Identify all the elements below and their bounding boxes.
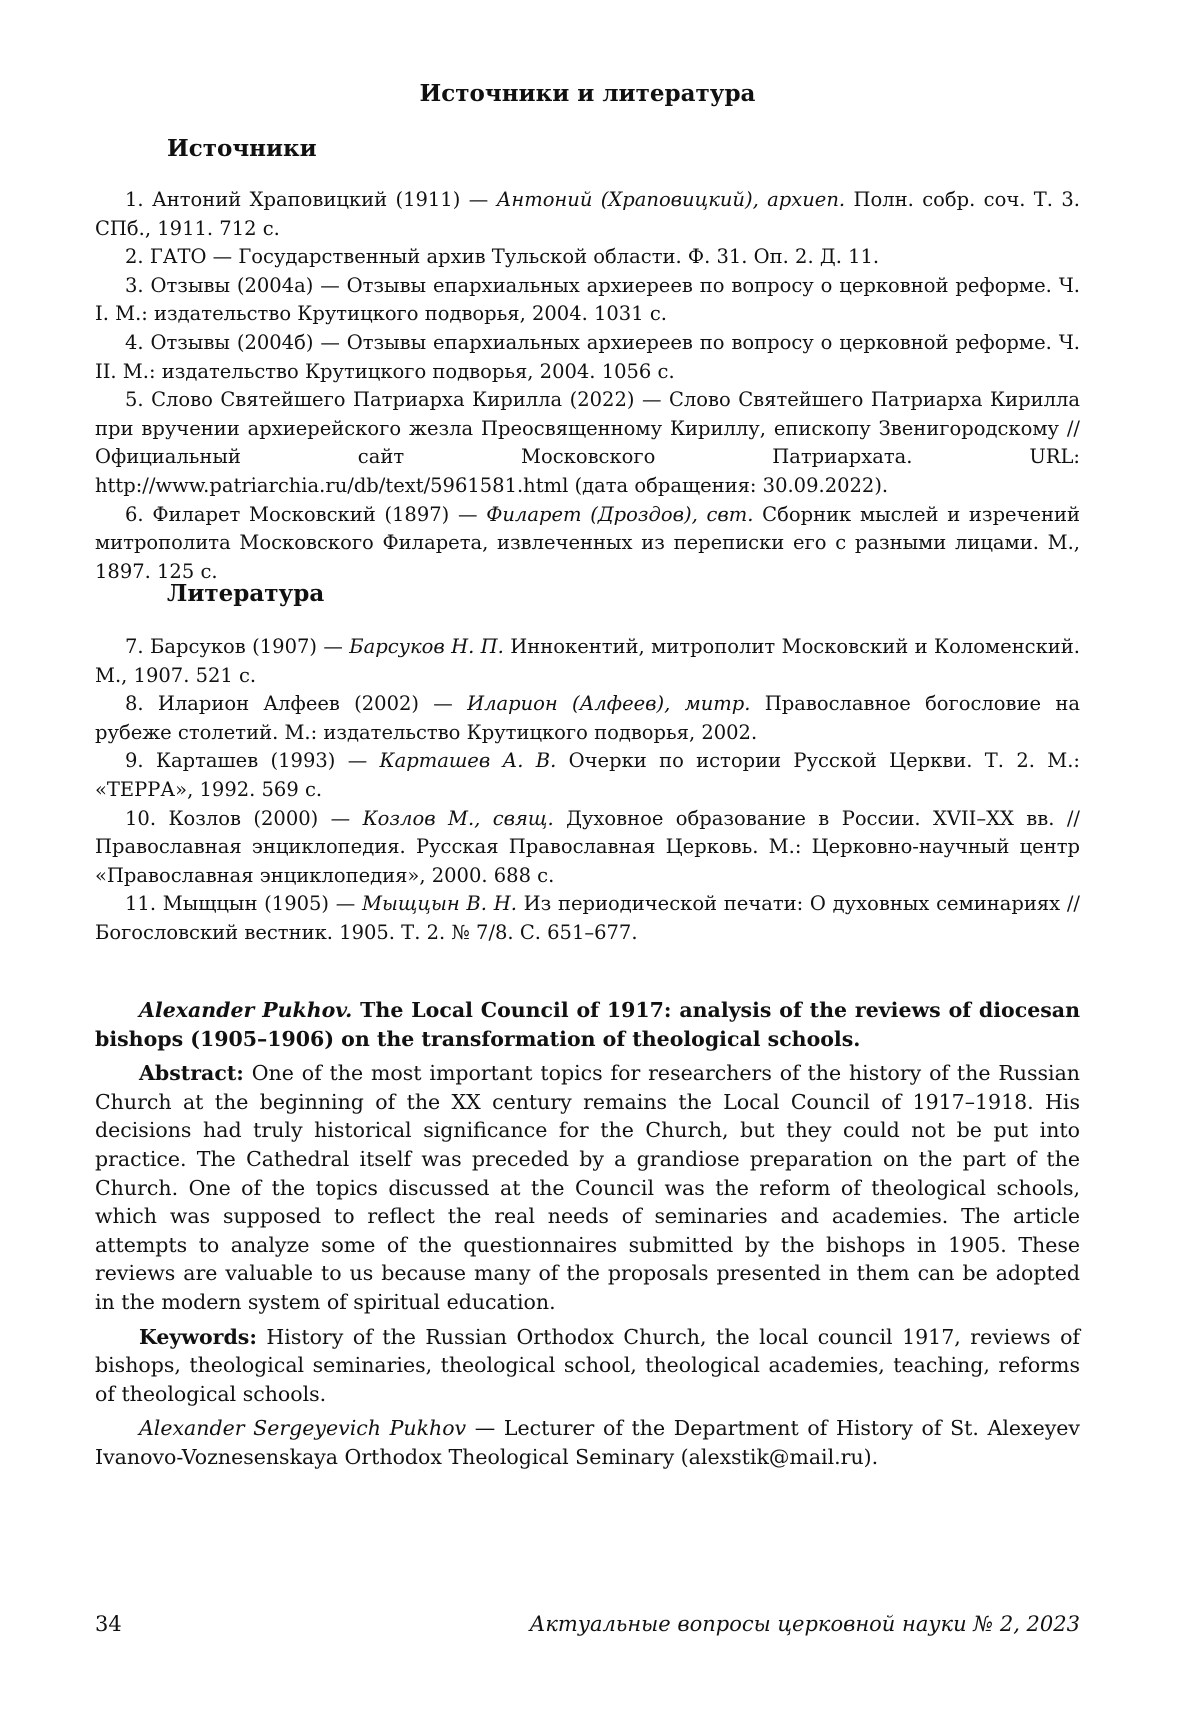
reference-author-italic: Иларион (Алфеев), митр. [467,692,751,716]
reference-number: 9. [125,749,144,773]
reference-number: 7. [125,635,144,658]
reference-entry [95,747,1080,804]
reference-text-rest: Иннокентий, митрополит Московский и Коломенский. М., 1907. 521 с. [95,635,1080,687]
keywords-text: History of the Russian Orthodox Church, the local council 1917, reviews of bishops, theological seminaries, theological school, theological academies, teaching, reforms of theological schools. [95,1324,1080,1406]
reference-number: 4. [125,330,144,354]
abstract-paragraph [95,1059,1080,1316]
reference-author-italic: Филарет (Дроздов), свт. [486,502,754,526]
reference-author-italic: Антоний (Храповицкий), архиеп. [496,188,846,211]
sources-heading: Источники [167,135,317,162]
reference-text: ГАТО — Государственный архив Тульской области. Ф. 31. Оп. 2. Д. 11. [149,245,880,269]
reference-number: 5. [125,388,144,412]
reference-text-rest: Из периодической печати: О духовных семинариях // Богословский вестник. 1905. Т. 2. № 7/8. С. 651–677. [95,892,1081,944]
reference-text: Отзывы (2004б) — Отзывы епархиальных архиереев по вопросу о церковной реформе. Ч. II. М.: издательство Крутицкого подворья, 2004. 1056 с. [95,330,1080,383]
reference-entry [95,386,1080,500]
reference-number: 1. [125,188,144,211]
reference-text-rest: Сборник мыслей и изречений митрополита Московского Филарета, извлеченных из переписки его с разными лицами. М., 1897. 125 с. [95,502,1081,583]
reference-text: Барсуков (1907) — [150,635,350,658]
reference-entry [95,186,1080,243]
reference-text: Козлов (2000) — [168,806,363,830]
sources-list [95,186,1080,586]
reference-number: 3. [125,273,144,297]
keywords-paragraph [95,1323,1080,1409]
english-abstract [95,996,1080,1472]
section-heading: Источники и литература [419,80,756,107]
reference-author-italic: Барсуков Н. П. [349,635,504,658]
reference-text-rest: Духовное образование в России. XVII–XX вв. // Православная энциклопедия. Русская Православная Церковь. М.: Церковно-научный центр «Православная энциклопедия», 2000. 688 с. [95,806,1081,887]
reference-entry [95,633,1080,690]
reference-text-rest: Православное богословие на рубеже столетий. М.: издательство Крутицкого подворья, 2002. [95,692,1080,744]
keywords-label: Keywords: [139,1324,257,1349]
reference-entry [95,805,1080,891]
author-name: Alexander Pukhov. [139,998,353,1022]
reference-text: Слово Святейшего Патриарха Кирилла (2022) — Слово Святейшего Патриарха Кирилла при вручении архиерейского жезла Преосвященному Кириллу, епископу Звенигородскому // Официальный сайт Московского Патриархата. URL: http://www.patriarchia.ru/db/text/5961581.html (дата обращения: 30.09.2022). [95,388,1080,497]
reference-number: 8. [125,692,144,716]
article-title: The Local Council of 1917: analysis of the reviews of diocesan bishops (1905–1906) on the transformation of theological schools. [95,998,1080,1051]
reference-text-rest: Очерки по истории Русской Церкви. Т. 2. М.: «ТЕРРА», 1992. 569 с. [95,749,1080,801]
reference-number: 2. [125,245,144,269]
reference-entry [95,329,1080,386]
abstract-title [95,996,1080,1053]
reference-author-italic: Карташев А. В. [379,749,557,773]
literature-list [95,633,1080,948]
abstract-text: One of the most important topics for researchers of the history of the Russian Church at the beginning of the XX century remains the Local Council of 1917–1918. His decisions had truly historical significance for the Church, but they could not be put into practice. The Cathedral itself was preceded by a grandiose preparation on the part of the Church. One of the topics discussed at the Council was the reform of theological schools, which was supposed to reflect the real needs of seminaries and academies. The article attempts to analyze some of the questionnaires submitted by the bishops in 1905. These reviews are valuable to us because many of the proposals presented in them can be adopted in the modern system of spiritual education. [95,1061,1080,1314]
literature-heading: Литература [167,580,325,607]
reference-entry [95,690,1080,747]
author-bio [95,1414,1080,1471]
reference-entry [95,272,1080,329]
reference-author-italic: Мыщцын В. Н. [362,892,517,916]
reference-text: Иларион Алфеев (2002) — [157,692,468,716]
reference-text: Мыщцын (1905) — [162,892,362,916]
reference-text: Антоний Храповицкий (1911) — [152,188,497,211]
reference-entry [95,243,1080,272]
reference-number: 10. [125,806,157,830]
bio-name: Alexander Sergeyevich Pukhov [139,1416,467,1441]
reference-entry [95,501,1080,587]
reference-text: Филарет Московский (1897) — [152,502,487,526]
page-number: 34 [95,1612,122,1636]
reference-author-italic: Козлов М., свящ. [362,806,554,830]
reference-text: Карташев (1993) — [155,749,380,773]
reference-text-rest: Полн. собр. соч. Т. 3. СПб., 1911. 712 с. [95,188,1080,240]
reference-number: 6. [125,502,144,526]
reference-number: 11. [125,892,157,916]
bio-text: — Lecturer of the Department of History of St. Alexeyev Ivanovo-Voznesenskaya Orthodox Theological Seminary (alexstik@mail.ru). [95,1416,1081,1469]
journal-title: Актуальные вопросы церковной науки № 2, 2023 [529,1612,1080,1636]
abstract-label: Abstract: [139,1061,244,1086]
reference-entry [95,890,1080,947]
reference-text: Отзывы (2004а) — Отзывы епархиальных архиереев по вопросу о церковной реформе. Ч. I. М.: издательство Крутицкого подворья, 2004. 1031 с. [95,273,1081,326]
